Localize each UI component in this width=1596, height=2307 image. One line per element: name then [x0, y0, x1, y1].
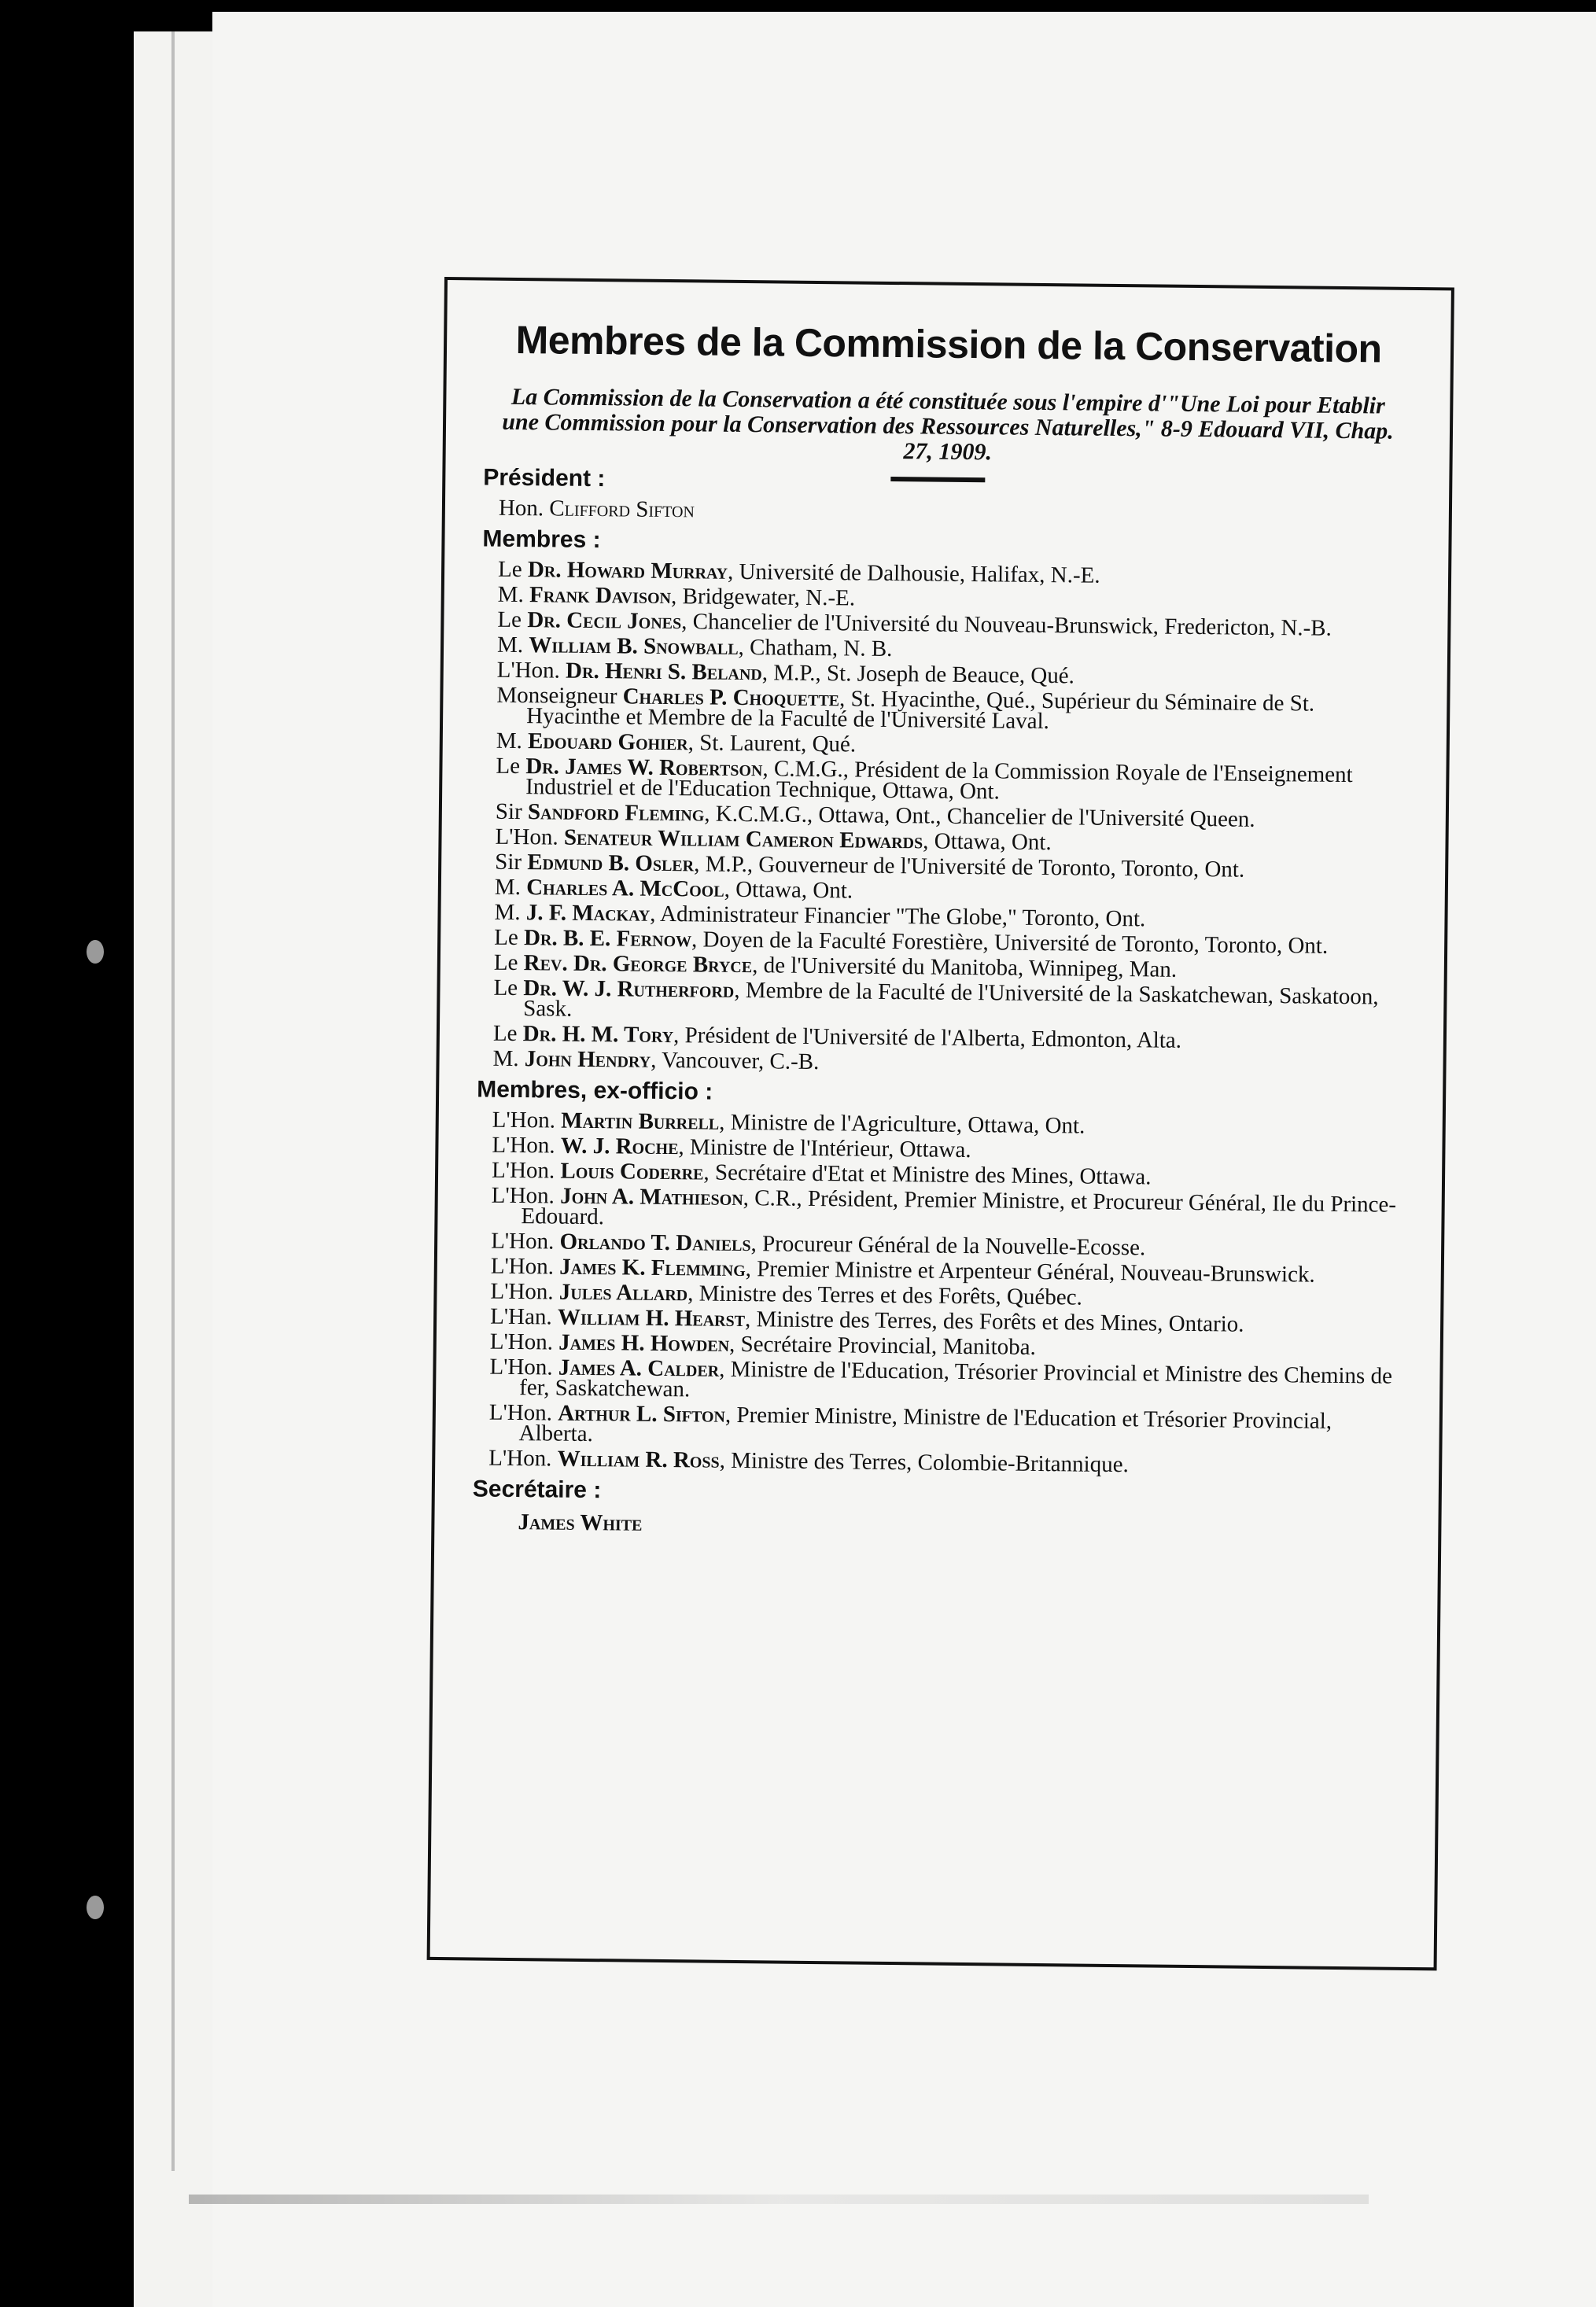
member-prefix: L'Hon. — [492, 1132, 555, 1159]
member-detail: , de l'Université du Manitoba, Winnipeg, Man. — [752, 953, 1178, 982]
scan-smudge — [189, 2195, 1369, 2204]
member-prefix: Monseigneur — [496, 682, 617, 709]
member-name: Orlando T. Daniels — [559, 1229, 751, 1257]
member-name: Frank Davison — [529, 582, 672, 610]
secretary-name: James White — [518, 1509, 643, 1536]
member-detail: , Premier Ministre, Ministre de l'Education et Trésorier Provincial, Alberta. — [518, 1402, 1332, 1447]
member-name: John Hendry — [524, 1046, 651, 1073]
member-prefix: L'Hon. — [489, 1329, 554, 1355]
document-title: Membres de la Commission de la Conservation — [515, 317, 1382, 371]
member-name: Rev. Dr. George Bryce — [523, 950, 753, 978]
member-detail: , Ministre de l'Education, Trésorier Provincial et Ministre des Chemins de fer, Saskatchewan. — [519, 1356, 1393, 1402]
members-heading: Membres : — [482, 525, 601, 554]
member-name: Martin Burrell — [560, 1107, 720, 1135]
member-prefix: L'Hon. — [496, 657, 561, 684]
member-detail: , K.C.M.G., Ottawa, Ont., Chancelier de l'Université Queen. — [704, 801, 1255, 832]
member-name: John A. Mathieson — [559, 1183, 743, 1211]
member-detail: , Membre de la Faculté de l'Université de la Saskatchewan, Saskatoon, Sask. — [523, 977, 1379, 1022]
member-prefix: L'Hon. — [488, 1399, 553, 1426]
member-name: Dr. H. M. Tory — [522, 1021, 674, 1048]
member-prefix: L'Hon. — [491, 1157, 555, 1184]
member-detail: , Chatham, N. B. — [738, 634, 893, 662]
member-name: J. F. Mackay — [525, 900, 651, 927]
member-detail: , Bridgewater, N.-E. — [670, 584, 856, 611]
member-detail: , Ministre de l'Agriculture, Ottawa, Ont. — [719, 1109, 1086, 1139]
exofficio-list — [473, 1109, 1405, 1477]
member-prefix: M. — [496, 632, 524, 658]
member-prefix: Le — [493, 975, 518, 1001]
member-detail: , Secrétaire d'Etat et Ministre des Mines, Ottawa. — [703, 1159, 1152, 1190]
member-name: Arthur L. Sifton — [558, 1400, 726, 1428]
member-prefix: L'Hon. — [495, 824, 558, 850]
member-entry — [473, 1447, 1401, 1477]
member-detail: , C.R., Président, Premier Ministre, et Procureur Général, Ile du Prince-Edouard. — [521, 1185, 1397, 1230]
member-entry — [483, 495, 1411, 528]
member-prefix: L'Hon. — [490, 1253, 555, 1280]
member-detail: , M.P., St. Joseph de Beauce, Qué. — [761, 660, 1075, 689]
member-detail: , M.P., Gouverneur de l'Université de Toronto, Toronto, Ont. — [694, 851, 1245, 883]
document-subtitle: La Commission de la Conservation a été constituée sous l'empire d'"Une Loi pour Etablir une Commission pour la Conservation des Ressources Naturelles," 8-9 Edouard VII, Chap. 27, 1909. — [502, 383, 1394, 466]
member-name: Sandford Fleming — [527, 799, 705, 827]
member-entry — [477, 977, 1406, 1027]
member-entry — [480, 753, 1408, 806]
member-detail: , St. Laurent, Qué. — [687, 730, 857, 757]
member-name: Edmund B. Osler — [527, 849, 695, 877]
secretary-heading: Secrétaire : — [472, 1476, 602, 1504]
member-detail: , Ottawa, Ont. — [923, 828, 1052, 856]
member-prefix: M. — [496, 728, 523, 754]
member-name: Dr. W. J. Rutherford — [523, 975, 735, 1003]
member-prefix: Le — [497, 606, 522, 633]
member-prefix: Le — [493, 949, 518, 976]
member-name: William R. Ross — [557, 1446, 720, 1473]
member-prefix: Le — [494, 924, 518, 951]
member-detail: , Président de l'Université de l'Alberta, Edmonton, Alta. — [673, 1023, 1182, 1053]
member-prefix: Le — [496, 753, 521, 779]
member-prefix: L'Hon. — [489, 1354, 553, 1380]
member-detail: , Ministre de l'Intérieur, Ottawa. — [678, 1134, 971, 1163]
member-name: William H. Hearst — [557, 1304, 746, 1332]
member-entry — [473, 1399, 1401, 1452]
member-name: Dr. James W. Robertson — [525, 754, 763, 782]
member-detail: , Université de Dalhousie, Halifax, N.-E. — [727, 558, 1100, 588]
member-name: Louis Coderre — [560, 1158, 704, 1185]
member-prefix: M. — [494, 899, 521, 926]
member-entry — [481, 682, 1409, 735]
member-prefix: Sir — [495, 849, 522, 875]
member-prefix: L'Hon. — [488, 1445, 552, 1472]
member-detail: , Doyen de la Faculté Forestière, Université de Toronto, Toronto, Ont. — [691, 927, 1329, 959]
president-heading: Président : — [483, 464, 606, 492]
member-detail: , Chancelier de l'Université du Nouveau-Brunswick, Fredericton, N.-B. — [681, 609, 1332, 641]
member-prefix: L'Hon. — [492, 1107, 556, 1133]
member-prefix: Le — [492, 1020, 518, 1047]
member-name: James K. Flemming — [559, 1254, 746, 1282]
member-name: Clifford Sifton — [549, 496, 695, 523]
scan-speck — [87, 1896, 104, 1919]
member-entry — [477, 1045, 1405, 1078]
member-prefix: L'Hon. — [490, 1278, 554, 1305]
president-list — [483, 495, 1411, 528]
member-name: Dr. Henri S. Beland — [565, 658, 762, 686]
member-prefix: L'Han. — [489, 1303, 552, 1330]
member-prefix: Sir — [495, 798, 522, 825]
member-detail: , Administrateur Financier "The Globe," Toronto, Ont. — [650, 901, 1146, 932]
member-entry — [474, 1356, 1402, 1406]
member-detail: , St. Hyacinthe, Qué., Supérieur du Séminaire de St. Hyacinthe et Membre de la Faculté de l'Université Laval. — [525, 686, 1315, 735]
member-name: Dr. Howard Murray — [527, 557, 728, 584]
members-list — [477, 556, 1410, 1078]
member-entry — [475, 1182, 1403, 1235]
page-fold-line — [171, 31, 175, 2171]
member-detail: , Premier Ministre et Arpenteur Général, Nouveau-Brunswick. — [745, 1256, 1315, 1288]
member-prefix: L'Hon. — [491, 1228, 555, 1255]
scan-speck — [87, 940, 104, 964]
member-prefix: Le — [497, 556, 522, 583]
member-detail: , Vancouver, C.-B. — [650, 1047, 820, 1075]
member-prefix: L'Hon. — [491, 1182, 555, 1209]
member-detail: , C.M.G., Président de la Commission Royale de l'Enseignement Industriel et de l'Education Technique, Ottawa, Ont. — [525, 756, 1353, 805]
member-name: James H. Howden — [558, 1329, 730, 1357]
member-name: W. J. Roche — [560, 1133, 679, 1160]
member-name: Dr. Cecil Jones — [527, 607, 682, 635]
member-name: Dr. B. E. Fernow — [523, 925, 692, 953]
commission-members-box — [427, 277, 1454, 1970]
member-detail: , Secrétaire Provincial, Manitoba. — [728, 1331, 1037, 1360]
member-name: Senateur William Cameron Edwards — [563, 824, 923, 854]
member-detail: , Ministre des Terres, Colombie-Britannique. — [719, 1447, 1129, 1478]
member-prefix: Hon. — [498, 495, 544, 521]
member-name: William B. Snowball — [529, 632, 739, 660]
member-name: Charles P. Choquette — [622, 684, 840, 712]
member-name: Jules Allard — [558, 1279, 688, 1306]
member-detail: , Ottawa, Ont. — [724, 876, 853, 904]
member-name: Charles A. McCool — [526, 875, 724, 902]
member-prefix: M. — [497, 581, 524, 608]
member-detail: , Ministre des Terres et des Forêts, Québec. — [687, 1281, 1082, 1310]
member-detail: , Ministre des Terres, des Forêts et des Mines, Ontario. — [744, 1306, 1244, 1337]
member-prefix: M. — [492, 1045, 519, 1072]
exofficio-heading: Membres, ex-officio : — [477, 1076, 713, 1105]
member-name: Edouard Gohier — [527, 728, 688, 756]
member-detail: , Procureur Général de la Nouvelle-Ecosse. — [750, 1231, 1146, 1261]
member-name: James A. Calder — [558, 1354, 720, 1382]
member-prefix: M. — [494, 874, 522, 901]
